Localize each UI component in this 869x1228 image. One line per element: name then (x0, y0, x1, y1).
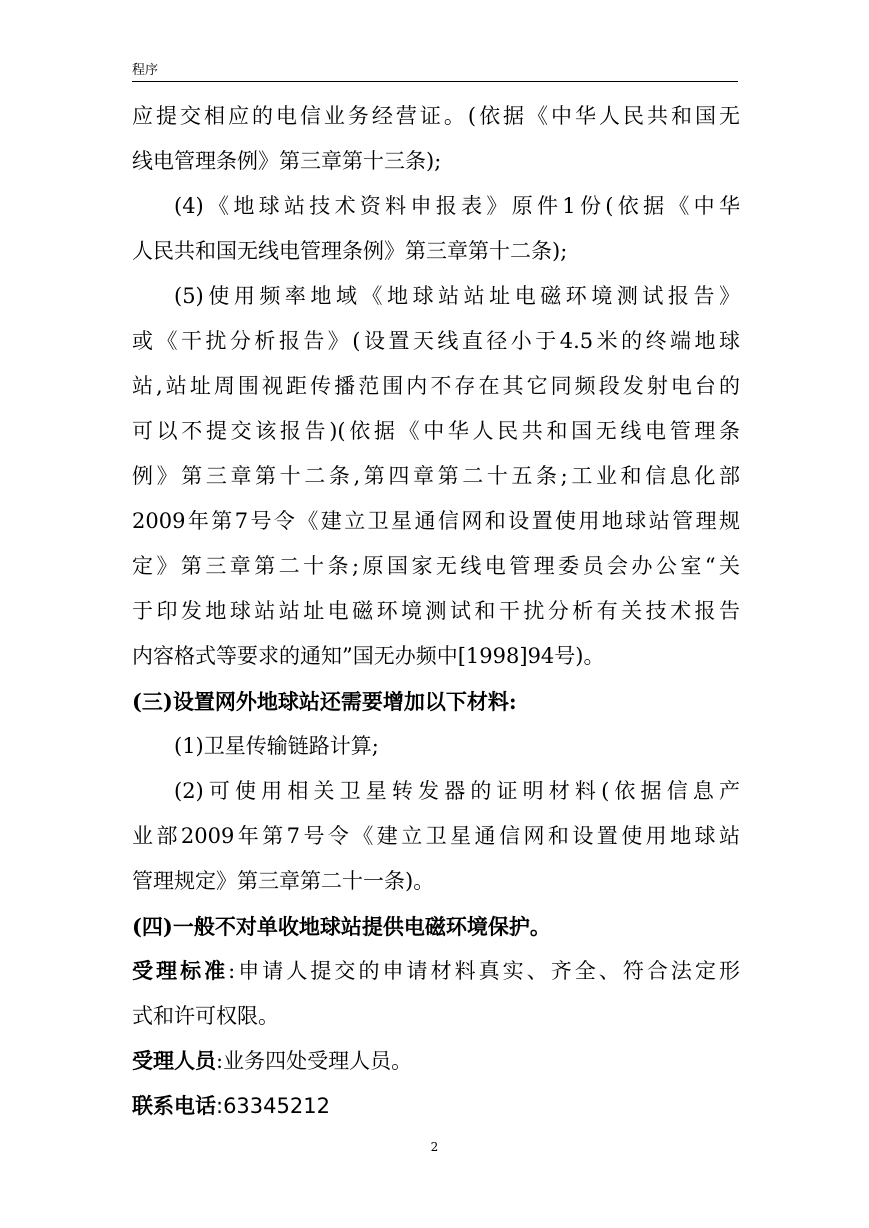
phone-number: :63345212 (216, 1094, 330, 1118)
page-number: 2 (430, 1140, 439, 1154)
text-line: (4)《地球站技术资料申报表》原件1份(依据《中华 (174, 194, 740, 218)
phone-line (132, 1084, 740, 1129)
text-line: 管理规定》第三章第二十一条)。 (132, 869, 435, 893)
acceptance-standard-text: :申请人提交的申请材料真实、齐全、符合法定形 (228, 959, 740, 983)
text-line: 内容格式等要求的通知”国无办频中[1998]94号)。 (132, 644, 605, 668)
text-line: 站,站址周围视距传播范围内不存在其它同频段发射电台的 (132, 374, 740, 398)
text-line: 应提交相应的电信业务经营证。(依据《中华人民共和国无 (132, 104, 740, 128)
text-line: (2)可使用相关卫星转发器的证明材料(依据信息产 (174, 779, 740, 803)
section-heading: (三)设置网外地球站还需要增加以下材料: (132, 689, 517, 714)
acceptance-standard-label: 受理标准 (132, 959, 229, 983)
text-line: 业部2009年第7号令《建立卫星通信网和设置使用地球站 (132, 824, 740, 848)
text-line: 可以不提交该报告)(依据《中华人民共和国无线电管理条 (132, 419, 740, 443)
text-line: 2009年第7号令《建立卫星通信网和设置使用地球站管理规 (132, 509, 740, 533)
text-line: 线电管理条例》第三章第十三条); (132, 149, 442, 173)
text-line: 例》第三章第十二条,第四章第二十五条;工业和信息化部 (132, 464, 740, 488)
staff-line (132, 1039, 740, 1084)
text-line: 定》第三章第二十条;原国家无线电管理委员会办公室“关 (132, 554, 740, 578)
acceptance-standard-line (132, 949, 740, 994)
header-rule (132, 81, 738, 82)
text-line: 于印发地球站站址电磁环境测试和干扰分析有关技术报告 (132, 599, 740, 623)
document-body (132, 94, 740, 1129)
text-line: (1)卫星传输链路计算; (174, 734, 379, 758)
staff-text: :业务四处受理人员。 (216, 1049, 413, 1073)
text-line: 或《干扰分析报告》(设置天线直径小于4.5米的终端地球 (132, 329, 740, 353)
section-heading: (四)一般不对单收地球站提供电磁环境保护。 (132, 914, 551, 939)
phone-label: 联系电话 (132, 1094, 216, 1118)
text-line: (5)使用频率地域《地球站站址电磁环境测试报告》 (174, 284, 740, 308)
running-header: 程序 (132, 63, 159, 78)
staff-label: 受理人员 (132, 1049, 216, 1073)
text-line: 人民共和国无线电管理条例》第三章第十二条); (132, 239, 568, 263)
text-line: 式和许可权限。 (132, 1004, 279, 1028)
